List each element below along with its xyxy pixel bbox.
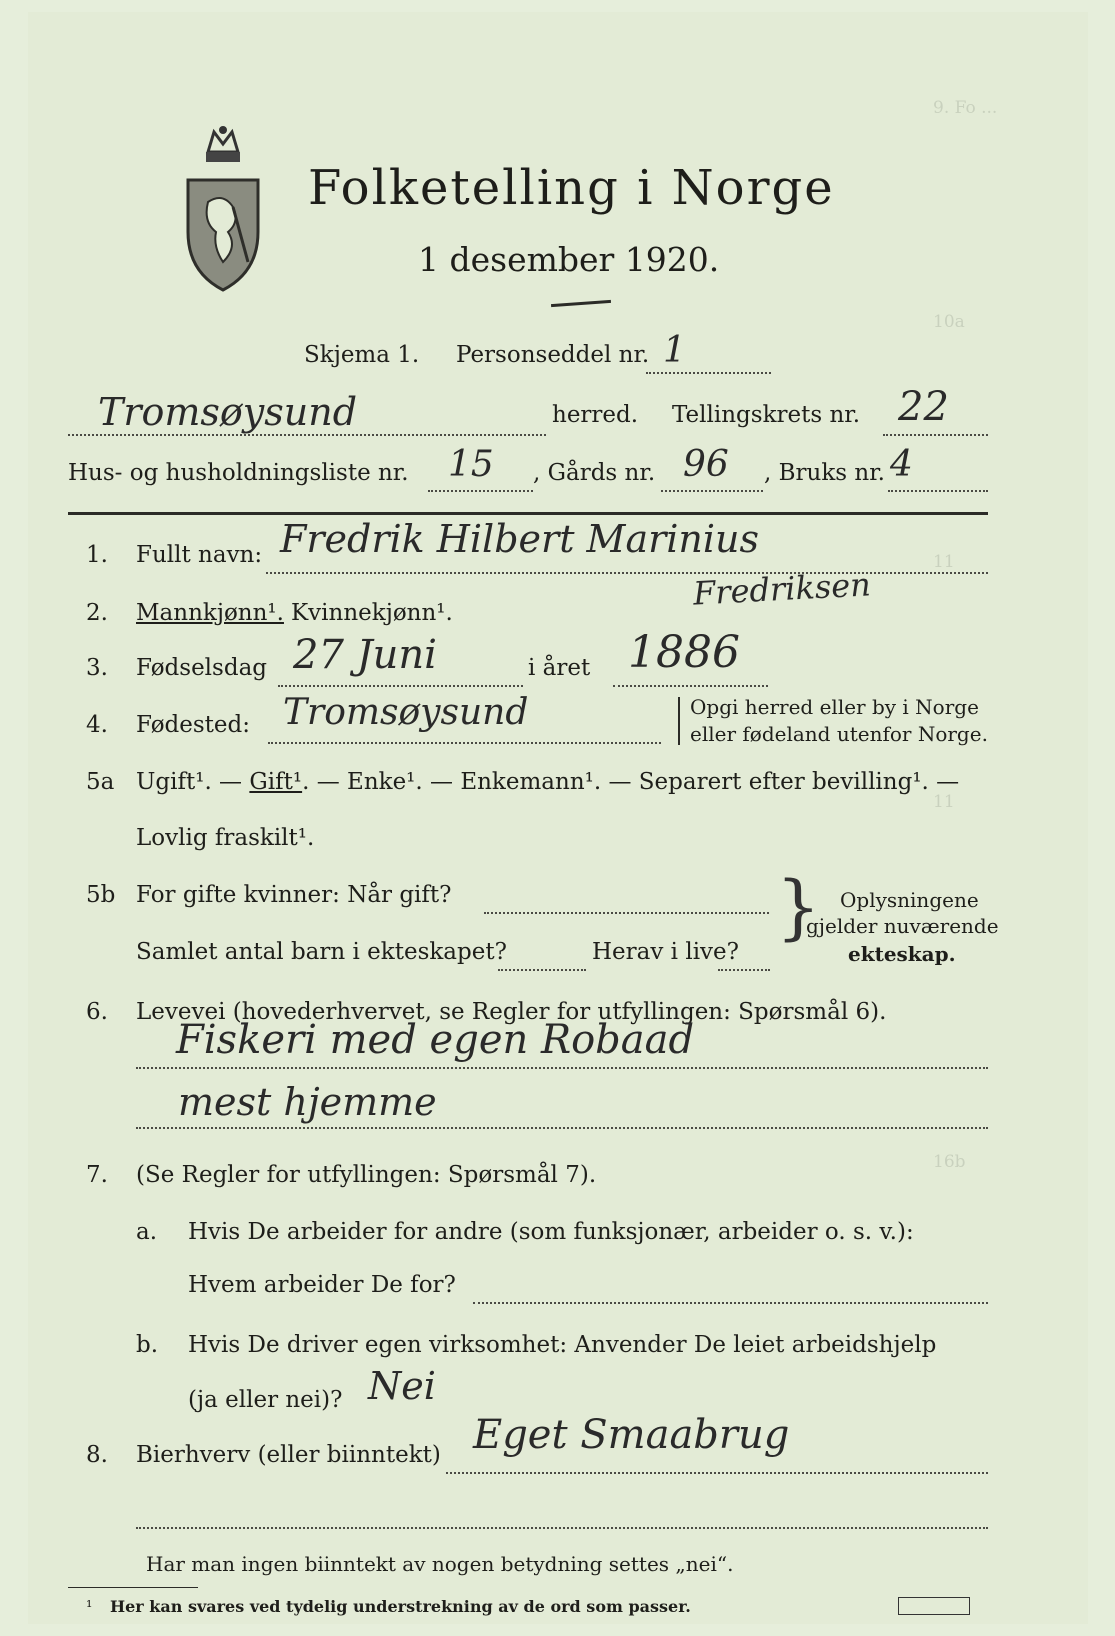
q5a-line2: Lovlig fraskilt¹.	[136, 825, 315, 851]
q7a-letter: a.	[136, 1219, 158, 1245]
q2-number: 2.	[86, 600, 108, 626]
q5b-note-2: gjelder nuværende	[806, 914, 999, 938]
q1-value: Fredrik Hilbert Marinius	[280, 517, 760, 561]
q5b-note-3: ekteskap.	[848, 942, 956, 966]
q8-value: Eget Smaabrug	[473, 1412, 790, 1458]
q6-line-1	[136, 1067, 988, 1069]
q7-number: 7.	[86, 1162, 108, 1188]
q3-label: Fødselsdag	[136, 655, 268, 681]
q7b-letter: b.	[136, 1332, 159, 1358]
q5b-brace: }	[776, 866, 821, 948]
q1-label: Fullt navn:	[136, 542, 263, 568]
bruks-line	[888, 490, 988, 492]
q6-value-1: Fiskeri med egen Robaad	[176, 1017, 695, 1063]
tellingskrets-value: 22	[898, 384, 949, 430]
q5b-label-1: For gifte kvinner: Når gift?	[136, 882, 452, 908]
coat-of-arms-icon	[178, 122, 268, 292]
form-date: 1 desember 1920.	[418, 240, 720, 279]
q5a-number: 5a	[86, 769, 115, 795]
personseddel-value: 1	[663, 330, 686, 371]
q5b-note-1: Oplysningene	[840, 888, 979, 912]
q7a-answer-line	[473, 1302, 988, 1304]
q2-female: Kvinnekjønn¹.	[291, 600, 453, 626]
herred-value: Tromsøysund	[98, 390, 358, 434]
q3-year-label: i året	[528, 655, 591, 681]
q6-value-2: mest hjemme	[178, 1080, 437, 1124]
footer-note: Har man ingen biinntekt av nogen betydning settes „nei“.	[146, 1552, 734, 1576]
bruks-value: 4	[890, 444, 913, 485]
tellingskrets-label: Tellingskrets nr.	[672, 402, 861, 428]
bruks-label: , Bruks nr.	[764, 460, 885, 486]
personseddel-line	[646, 372, 771, 374]
form-title: Folketelling i Norge	[308, 160, 835, 216]
footnote-text: Her kan svares ved tydelig understrekning av de ord som passer.	[110, 1597, 691, 1616]
hus-line	[428, 490, 533, 492]
q8-line-1	[446, 1472, 988, 1474]
hus-label: Hus- og husholdningsliste nr.	[68, 460, 409, 486]
q3-day-line	[278, 685, 523, 687]
q4-value: Tromsøysund	[283, 692, 529, 733]
q3-day-value: 27 Juni	[293, 632, 437, 678]
q5a-options	[136, 769, 959, 795]
q2-male: Mannkjønn¹.	[136, 600, 284, 626]
q8-line-2	[136, 1527, 988, 1529]
q5b-line-3	[718, 969, 770, 971]
q1-line	[266, 572, 988, 574]
header-rule	[68, 512, 988, 515]
gards-line	[661, 490, 763, 492]
q7a-line-2: Hvem arbeider De for?	[188, 1272, 456, 1298]
q7b-line-1: Hvis De driver egen virksomhet: Anvender De leiet arbeidshjelp	[188, 1332, 937, 1358]
q3-number: 3.	[86, 655, 108, 681]
q5b-label-2: Samlet antal barn i ekteskapet?	[136, 939, 507, 965]
title-mark	[551, 300, 611, 307]
footnote-rule	[68, 1587, 198, 1588]
q7a-line-1: Hvis De arbeider for andre (som funksjonær, arbeider o. s. v.):	[188, 1219, 914, 1245]
footnote-number: ¹	[86, 1597, 93, 1616]
tellingskrets-line	[883, 434, 988, 436]
q4-line	[268, 742, 661, 744]
q4-note-bracket	[678, 697, 680, 745]
q5a-options-rest: . — Enke¹. — Enkemann¹. — Separert efter bevilling¹. —	[302, 769, 960, 795]
q6-label: Levevei (hovederhvervet, se Regler for utfyllingen: Spørsmål 6).	[136, 999, 887, 1025]
q1-number: 1.	[86, 542, 108, 568]
skjema-label: Skjema 1.	[304, 342, 420, 368]
q5b-number: 5b	[86, 882, 116, 908]
personseddel-label: Personseddel nr.	[456, 342, 650, 368]
gards-value: 96	[683, 444, 729, 485]
q8-label: Bierhverv (eller biinntekt)	[136, 1442, 441, 1468]
printer-stamp	[898, 1597, 970, 1615]
q6-line-2	[136, 1127, 988, 1129]
q4-label: Fødested:	[136, 712, 251, 738]
q3-year-line	[613, 685, 768, 687]
q4-note-1: Opgi herred eller by i Norge	[690, 695, 979, 719]
q5b-line-2	[498, 969, 586, 971]
q6-number: 6.	[86, 999, 108, 1025]
census-form: 9. Fo ... 10a 11 11 16b Folketelling i Norge 1 desember 1920. Skjema 1. Personseddel nr. 1 Tromsøysund herred. Tellingskrets nr. 22 Hus- og husholdningsliste nr. 15 , Gårds nr. 96 , Bruks nr. 4 1. Fullt navn: Fredrik Hilbert Marinius 2. Mannkjønn¹. Kvinnekjønn¹. Fredriksen 3. Fødselsdag 27 Juni i året 1886 4. Fødested: Tromsøysund Opgi herred eller by i Norge eller fødeland utenfor Norge. 5a Ugift¹. — Gift¹. — Enke¹. — Enkemann¹. — Separert efter bevilling¹. — Lovlig fraskilt¹. 5b For gifte kvinner: Når gift? Samlet antal barn i ekteskapet? Herav i live? } Oplysningene gjelder nuværende ekteskap. 6. Levevei (hovederhvervet, se Regler for utfyllingen: Spørsmål 6). Fiskeri med egen Robaad mest hjemme 7. (Se Regler for utfyllingen: Spørsmål 7). a. Hvis De arbeider for andre (som funksjonær, arbeider o. s. v.): Hvem arbeider De for? b. Hvis De driver egen virksomhet: Anvender De leiet arbeidshjelp (ja eller nei)? Nei 8. Bierhverv (eller biinntekt) Eget Smaabrug Har man ingen biinntekt av nogen betydning settes „nei“. ¹ Her kan svares ved tydelig understrekning av de ord som passer.	[28, 12, 1088, 1624]
gards-label: , Gårds nr.	[533, 460, 656, 486]
q3-year-value: 1886	[628, 627, 740, 678]
q8-number: 8.	[86, 1442, 108, 1468]
q7-label: (Se Regler for utfyllingen: Spørsmål 7).	[136, 1162, 597, 1188]
q5b-label-3: Herav i live?	[592, 939, 739, 965]
hus-value: 15	[448, 444, 494, 485]
q7b-value: Nei	[368, 1364, 436, 1408]
q5b-line-1	[484, 912, 769, 914]
q4-number: 4.	[86, 712, 108, 738]
q5a-ugift: Ugift¹. —	[136, 769, 250, 795]
q1-value-surname: Fredriksen	[692, 565, 872, 613]
herred-label: herred.	[552, 402, 639, 428]
q7b-line-2: (ja eller nei)?	[188, 1387, 343, 1413]
herred-line	[68, 434, 546, 436]
q5a-gift: Gift¹	[249, 769, 303, 795]
q4-note-2: eller fødeland utenfor Norge.	[690, 722, 988, 746]
